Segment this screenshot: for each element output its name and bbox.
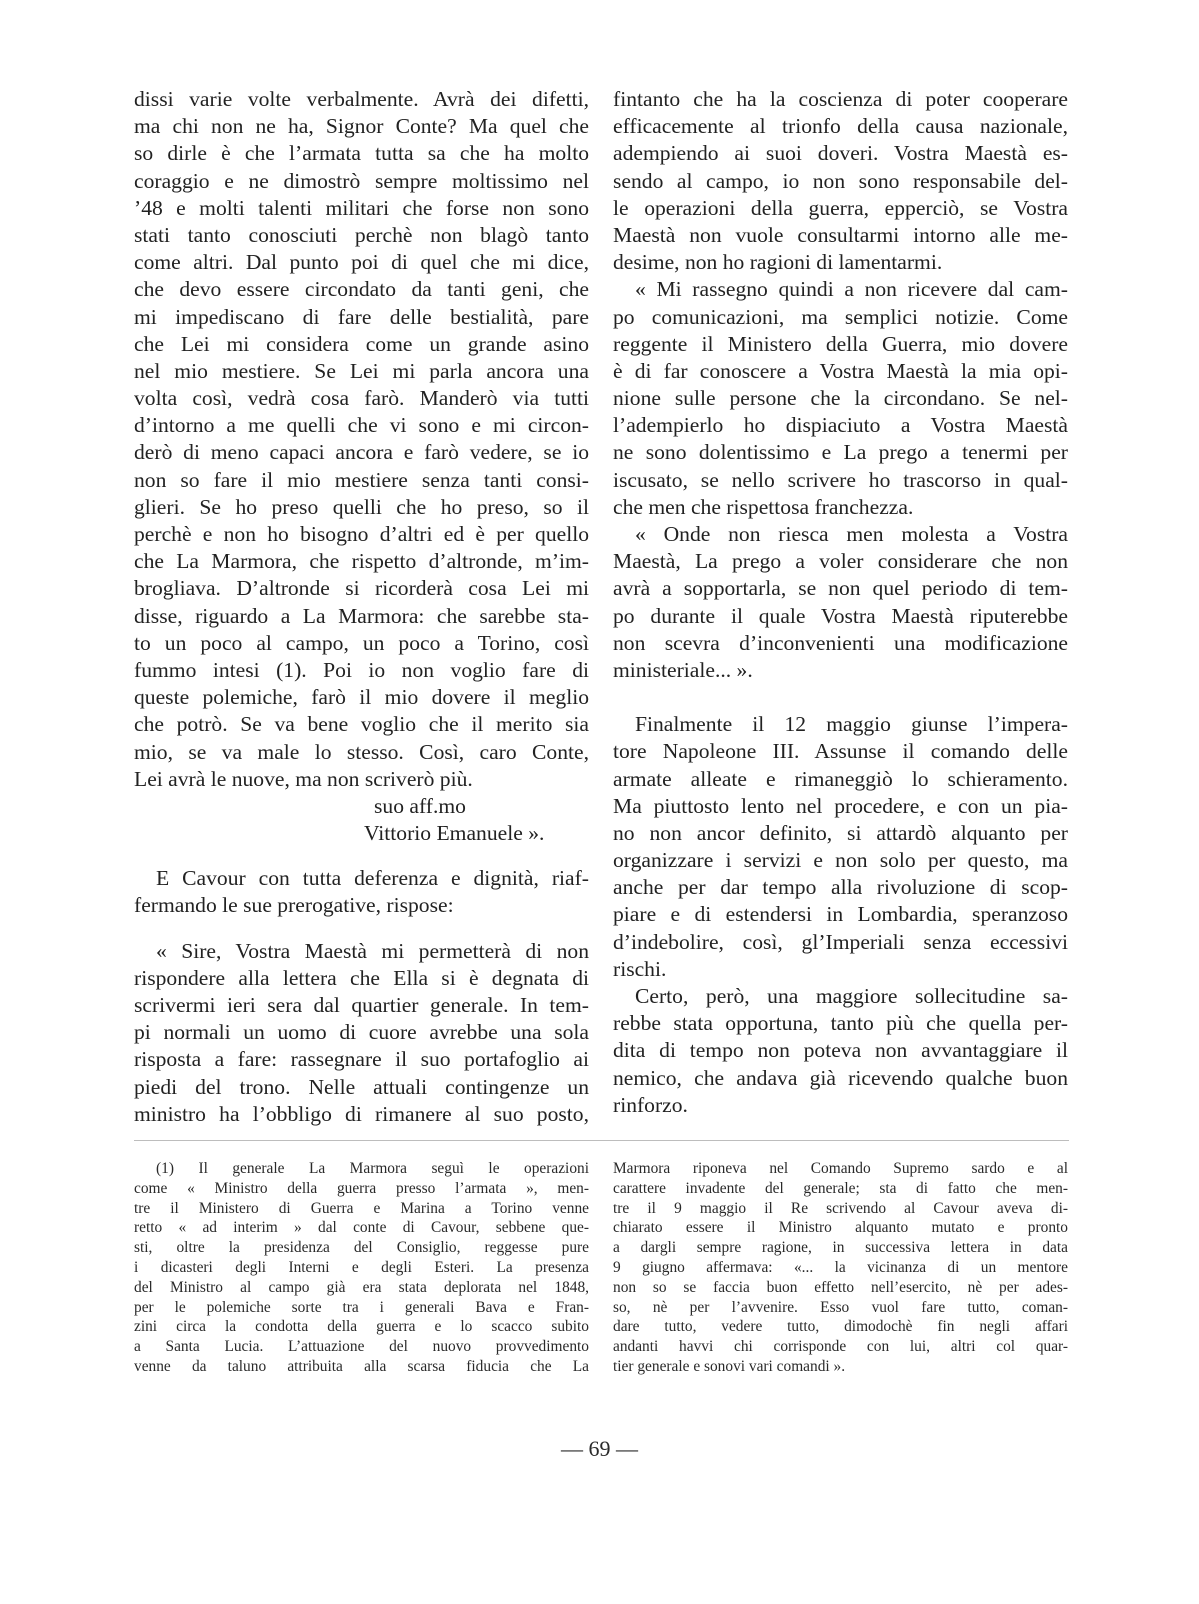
text-line: che devo essere circondato da tanti geni, che [134, 277, 589, 302]
text-line: sti, oltre la presidenza del Consiglio, reggesse pure [134, 1239, 589, 1257]
text-line: Finalmente il 12 maggio giunse l’impera- [635, 712, 1068, 737]
text-line: scrivermi ieri sera dal quartier generale. In tem- [134, 993, 589, 1017]
text-line: avrà a sopportarla, se non quel periodo di tem- [613, 576, 1068, 601]
text-line: del Ministro al campo già era stata deplorata nel 1848, [134, 1278, 589, 1296]
text-line: iscusato, se nello scrivere ho trascorso in qual- [613, 467, 1068, 492]
text-line: armate alleate e rimaneggiò lo schieramento. [613, 766, 1068, 791]
main-text-right-column [613, 86, 1068, 1119]
text-line: rispondere alla lettera che Ella si è degnata di [134, 965, 589, 990]
text-line: fermando le sue prerogative, rispose: [134, 893, 454, 918]
text-line: no non ancor definito, si attardò alquanto per [613, 820, 1068, 845]
text-line: è di far conoscere a Vostra Maestà la mia opi- [613, 358, 1068, 383]
text-line: nemico, che andava già ricevendo qualche buon [613, 1065, 1068, 1090]
text-line: rischi. [613, 956, 667, 981]
text-line: come altri. Dal punto poi di quel che mi dice, [134, 250, 589, 275]
text-line: mi impediscano di fare delle bestialità, pare [134, 304, 589, 329]
text-line: i dicasteri degli Interni e degli Esteri. La presenza [134, 1258, 589, 1276]
text-line: ministro ha l’obbligo di rimanere al suo posto, [134, 1101, 589, 1126]
text-line: piedi del trono. Nelle attuali contingenze un [134, 1074, 589, 1099]
text-line: non so se faccia buon effetto nell’esercito, nè per ades- [613, 1278, 1068, 1296]
text-line: « Sire, Vostra Maestà mi permetterà di non [156, 938, 589, 963]
text-line: che La Marmora, che rispetto d’altronde, m’im- [134, 549, 589, 574]
text-line: risposta a fare: rassegnare il suo portafoglio ai [134, 1047, 589, 1072]
footnote-divider [134, 1140, 1069, 1141]
text-line: ministeriale... ». [613, 657, 753, 682]
text-line: ne sono dolentissimo e La prego a tenermi per [613, 440, 1068, 465]
text-line: dare tutto, vedere tutto, dimodochè fin negli affari [613, 1318, 1068, 1336]
text-line: glieri. Se ho preso quelli che ho preso, so il [134, 494, 589, 519]
text-line: to un poco al campo, un poco a Torino, così [134, 630, 589, 655]
text-line: per le polemiche sorte tra i generali Bava e Fran- [134, 1298, 589, 1316]
text-line: desime, non ho ragioni di lamentarmi. [613, 250, 943, 275]
text-line: organizzare i servizi e non solo per questo, ma [613, 848, 1068, 873]
text-line: fummo intesi (1). Poi io non voglio fare di [134, 657, 589, 682]
text-line: d’indebolire, così, gl’Imperiali senza eccessivi [613, 929, 1068, 954]
text-line: Lei avrà le nuove, ma non scriverò più. [134, 766, 473, 791]
text-line: ma chi non ne ha, Signor Conte? Ma quel che [134, 114, 589, 139]
page-number: — 69 — [561, 1436, 638, 1461]
text-line: E Cavour con tutta deferenza e dignità, riaf- [156, 866, 589, 891]
main-text-left-column [134, 86, 589, 1128]
text-line: d’intorno a me quelli che vi sono e mi circon- [134, 413, 589, 438]
text-line: che Lei mi considera come un grande asino [134, 331, 589, 356]
text-line: Maestà non vuole consultarmi intorno alle me- [613, 222, 1068, 247]
text-line: adempiendo ai suoi doveri. Vostra Maestà es- [613, 141, 1068, 166]
text-line: « Mi rassegno quindi a non ricevere dal cam- [635, 277, 1068, 302]
text-line: nel mio mestiere. Se Lei mi parla ancora una [134, 358, 589, 383]
text-line: (1) Il generale La Marmora seguì le operazioni [156, 1160, 589, 1177]
text-line: Ma piuttosto lento nel procedere, e con un pia- [613, 793, 1068, 818]
text-line: mio, se va male lo stesso. Così, caro Conte, [134, 739, 589, 764]
footnote-right-column [613, 1159, 1068, 1377]
text-line: piare e di estendersi in Lombardia, speranzoso [613, 902, 1068, 927]
text-line: a dargli sempre ragione, in successiva lettera in data [613, 1239, 1068, 1257]
text-line: venne da taluno attribuita alla scarsa fiducia che La [134, 1357, 589, 1375]
text-line: Vittorio Emanuele ». [364, 821, 545, 846]
text-line: volta così, vedrà cosa farò. Manderò via tutti [134, 386, 589, 411]
text-line: rebbe stata opportuna, tanto più che quella per- [613, 1011, 1068, 1036]
text-line: non so fare il mio mestiere senza tanti consi- [134, 467, 589, 492]
text-line: anche per dar tempo alla rivoluzione di scop- [613, 875, 1068, 900]
text-line: come « Ministro della guerra presso l’armata », men- [134, 1179, 589, 1197]
text-line: 9 giugno affermava: «... la vicinanza di un mentore [613, 1258, 1068, 1276]
text-line: rinforzo. [613, 1092, 688, 1117]
text-line: tre il 9 maggio il Re scrivendo al Cavour aveva di- [613, 1199, 1068, 1217]
text-line: le operazioni della guerra, epperciò, se Vostra [613, 195, 1068, 220]
text-line: efficacemente al trionfo della causa nazionale, [613, 114, 1068, 139]
text-line: chiarato essere il Ministro alquanto mutato e pronto [613, 1219, 1068, 1237]
text-line: retto « ad interim » dal conte di Cavour, sebbene que- [134, 1219, 589, 1237]
text-line: sendo al campo, io non sono responsabile del- [613, 168, 1068, 193]
text-line: disse, riguardo a La Marmora: che sarebbe sta- [134, 603, 589, 628]
text-line: reggente il Ministero della Guerra, mio dovere [613, 331, 1068, 356]
paragraph-gap [134, 920, 589, 938]
text-line: perchè e non ho bisogno d’altri ed è per quello [134, 522, 589, 546]
text-line: zini circa la condotta della guerra e lo scacco subito [134, 1318, 589, 1336]
text-line: stati tanto conosciuti perchè non blagò tanto [134, 222, 589, 247]
text-line: dissi varie volte verbalmente. Avrà dei difetti, [134, 87, 589, 111]
text-line: dita di tempo non poteva non avvantaggiare il [613, 1038, 1068, 1063]
text-line: ’48 e molti talenti militari che forse non sono [134, 195, 589, 220]
text-line: tre il Ministero di Guerra e Marina a Torino venne [134, 1199, 589, 1217]
text-line: non scevra d’inconvenienti una modificazione [613, 630, 1068, 655]
text-line: po durante il quale Vostra Maestà riputerebbe [613, 603, 1068, 628]
text-line: carattere invadente del generale; sta di fatto che men- [613, 1179, 1068, 1197]
text-line: nione sulle persone che la circondano. Se nel- [613, 386, 1068, 411]
text-line: derò di meno capaci ancora e farò vedere, se io [134, 440, 589, 465]
paragraph-gap [134, 847, 589, 865]
text-line: coraggio e ne dimostrò sempre moltissimo nel [134, 168, 589, 193]
text-line: Marmora riponeva nel Comando Supremo sardo e al [613, 1160, 1068, 1177]
text-line: l’adempierlo ho dispiaciuto a Vostra Maestà [613, 413, 1068, 438]
text-line: so, nè per l’avvenire. Esso vuol fare tutto, coman- [613, 1298, 1068, 1316]
text-line: tore Napoleone III. Assunse il comando delle [613, 739, 1068, 764]
text-line: che men che rispettosa franchezza. [613, 494, 914, 519]
text-line: brogliava. D’altronde si ricorderà cosa Lei mi [134, 576, 589, 601]
text-line: Certo, però, una maggiore sollecitudine sa- [635, 984, 1068, 1008]
text-line: che potrò. Se va bene voglio che il merito sia [134, 712, 589, 737]
text-line: queste polemiche, farò il mio dovere il meglio [134, 685, 589, 710]
text-line: « Onde non riesca men molesta a Vostra [635, 522, 1068, 546]
text-line: a Santa Lucia. L’attuazione del nuovo provvedimento [134, 1338, 589, 1356]
footnote-left-column [134, 1159, 589, 1377]
text-line: pi normali un uomo di cuore avrebbe una sola [134, 1020, 589, 1045]
paragraph-gap [613, 684, 1068, 711]
text-line: fintanto che ha la coscienza di poter cooperare [613, 87, 1068, 111]
text-line: andanti havvi chi corrisponde con lui, altri col quar- [613, 1338, 1068, 1356]
text-line: suo aff.mo [374, 793, 466, 818]
text-line: so dirle è che l’armata tutta sa che ha molto [134, 141, 589, 166]
text-line: po comunicazioni, ma semplici notizie. Come [613, 304, 1068, 329]
text-line: tier generale e sonovi vari comandi ». [613, 1357, 846, 1375]
text-line: Maestà, La prego a voler considerare che non [613, 549, 1068, 574]
